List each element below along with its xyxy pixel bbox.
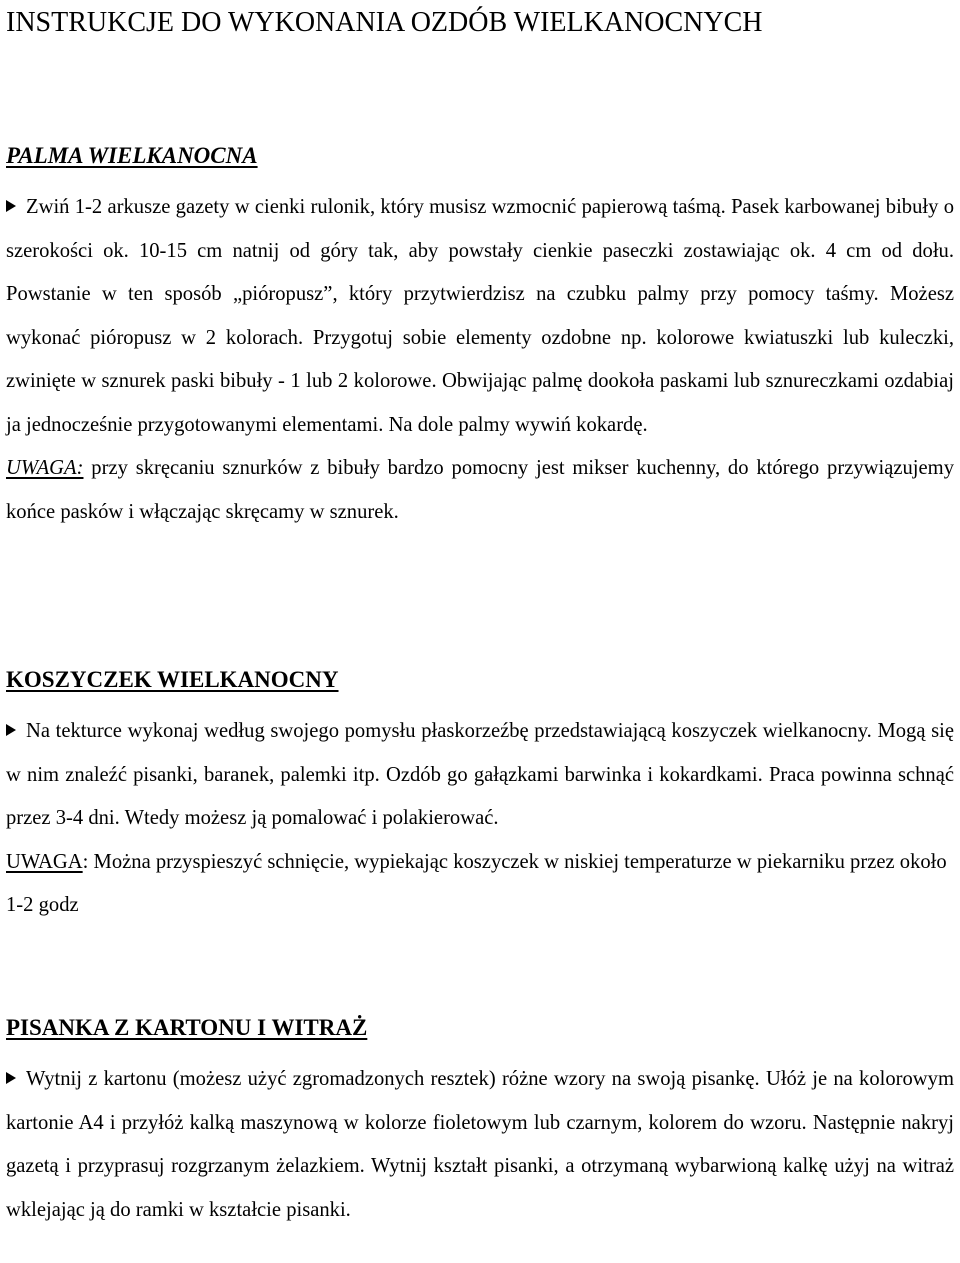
note-paragraph [6,447,954,534]
note-text: : Można przyspieszyć schnięcie, wypiekając koszyczek w niskiej temperaturze w piekarniku przez około 1-2 godz [6,850,947,916]
section-pisanka-z-kartonu [6,1013,954,1232]
instruction-paragraph [6,186,954,447]
triangle-right-icon [6,1072,16,1084]
triangle-right-icon [6,724,16,736]
section-heading: PISANKA Z KARTONU I WITRAŻ [6,1015,368,1040]
note-text: przy skręcaniu sznurków z bibuły bardzo pomocny jest mikser kuchenny, do którego przywiązujemy końce pasków i włączając skręcamy w sznurek. [6,457,954,523]
section-heading: KOSZYCZEK WIELKANOCNY [6,667,339,692]
note-paragraph [6,841,954,928]
instruction-paragraph [6,710,954,841]
document-title: INSTRUKCJE DO WYKONANIA OZDÓB WIELKANOCNYCH [6,7,763,38]
instruction-text: Wytnij z kartonu (możesz użyć zgromadzonych resztek) różne wzory na swoją pisankę. Ułóż je na kolorowym kartonie A4 i przyłóż kalką maszynową w kolorze fioletowym lub czarnym, kolorem do wzoru. Następnie nakryj gazetą i przyprasuj rozgrzanym żelazkiem. Wytnij kształt pisanki, a otrzymaną wybarwioną kalkę użyj na witraż wklejając ją do ramki w kształcie pisanki. [6,1068,954,1221]
instruction-text: Zwiń 1-2 arkusze gazety w cienki rulonik, który musisz wzmocnić papierową taśmą. Pasek karbowanej bibuły o szerokości ok. 10-15 cm natnij od góry tak, aby powstały cienkie paseczki zostawiając ok. 4 cm od dołu. Powstanie w ten sposób „pióropusz”, który przytwierdzisz na czubku palmy przy pomocy taśmy. Możesz wykonać pióropusz w 2 kolorach. Przygotuj sobie elementy ozdobne np. kolorowe kwiatuszki lub kuleczki, zwinięte w sznurek paski bibuły - 1 lub 2 kolorowe. Obwijając palmę dookoła paskami lub sznureczkami ozdabiaj ja jednocześnie przygotowanymi elementami. Na dole palmy wywiń kokardę. [6,196,954,436]
section-heading: PALMA WIELKANOCNA [6,143,258,168]
section-koszyczek-wielkanocny [6,665,954,928]
note-label: UWAGA [6,850,83,873]
note-label: UWAGA: [6,457,84,479]
section-palma-wielkanocna [6,141,954,534]
instruction-paragraph [6,1058,954,1232]
triangle-right-icon [6,200,16,212]
instruction-text: Na tekturce wykonaj według swojego pomysłu płaskorzeźbę przedstawiającą koszyczek wielkanocny. Mogą się w nim znaleźć pisanki, baranek, palemki itp. Ozdób go gałązkami barwinka i kokardkami. Praca powinna schnąć przez 3-4 dni. Wtedy możesz ją pomalować i polakierować. [6,720,954,829]
